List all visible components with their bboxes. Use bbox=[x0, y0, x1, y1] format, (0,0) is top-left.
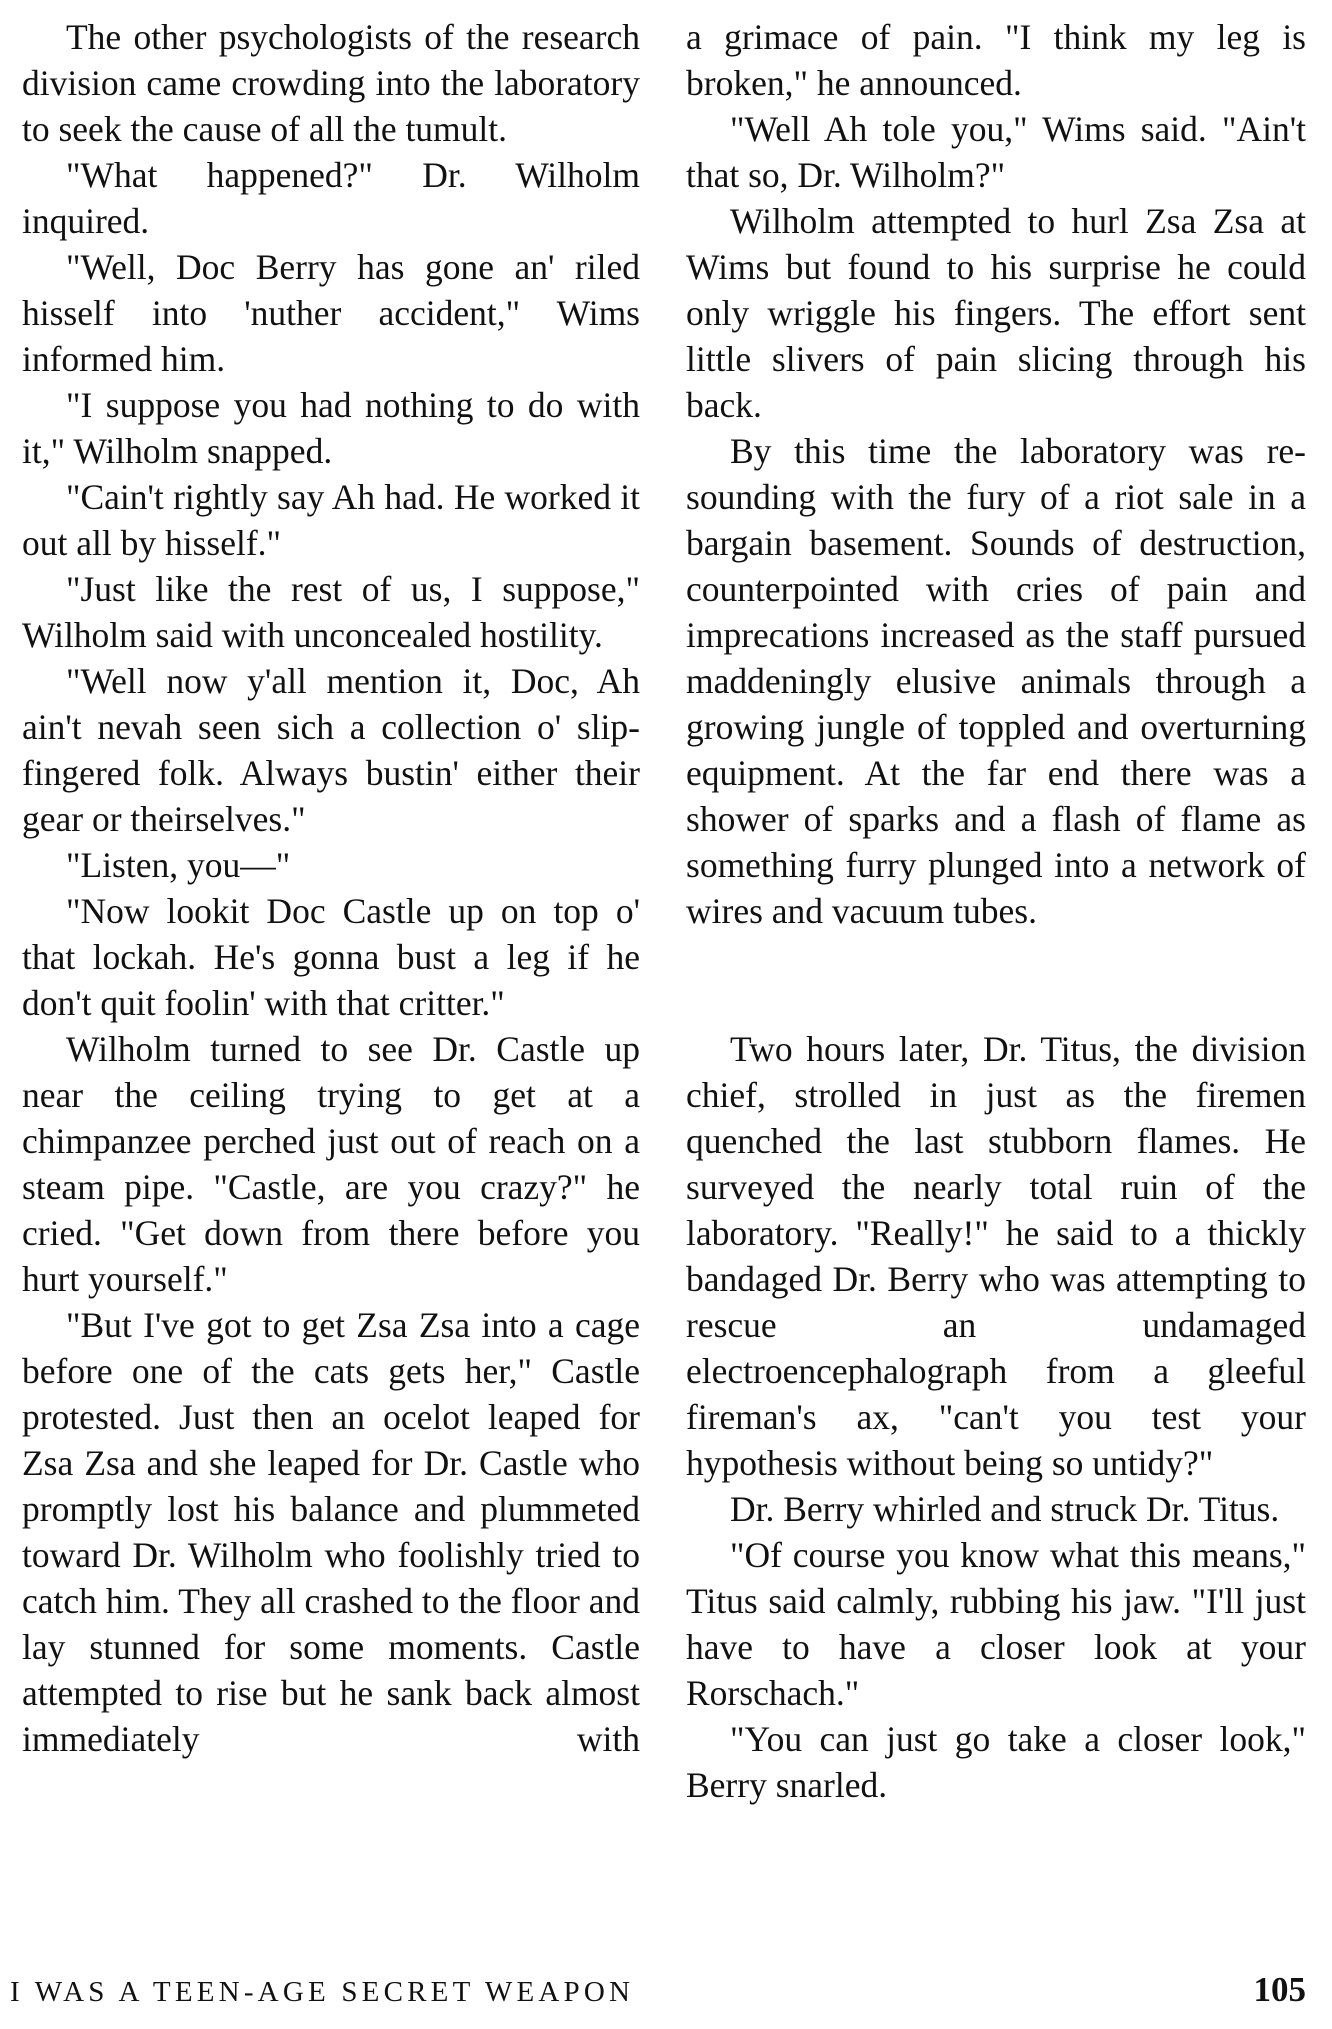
paragraph: Two hours later, Dr. Titus, the division chief, strolled in just as the firemen quenched the last stubborn flames. He surveyed the nearly total ruin of the laboratory. "Really!" he said to a thickly bandaged Dr. Berry who was attempting to rescue an undamaged electroencephalograph from a gleeful fireman's ax, "can't you test your hypothesis without being so untidy?" bbox=[686, 1029, 1306, 1483]
paragraph: "But I've got to get Zsa Zsa into a cage before one of the cats gets her," Castle protested. Just then an ocelot leaped for Zsa Zsa and she leaped for Dr. Castle who promptly lost his balance and plummeted toward Dr. Wilholm who foolishly tried to catch him. They all crashed to the floor and lay stunned for some moments. Castle attempted to rise but he sank back almost immediately with bbox=[22, 1305, 640, 1759]
paragraph: "Well Ah tole you," Wims said. "Ain't that so, Dr. Wilholm?" bbox=[686, 109, 1306, 195]
left-column bbox=[22, 14, 640, 1762]
page-footer bbox=[10, 1970, 1306, 2020]
right-column bbox=[686, 14, 1306, 1808]
paragraph: "Listen, you—" bbox=[66, 845, 291, 885]
paragraph: "You can just go take a closer look," Berry snarled. bbox=[686, 1719, 1306, 1805]
paragraph: a grimace of pain. "I think my leg is broken," he announced. bbox=[686, 17, 1306, 103]
paragraph: By this time the laboratory was resounding with the fury of a riot sale in a bargain basement. Sounds of destruction, counterpointed with cries of pain and imprecations increased as the staff pursued maddeningly elusive animals through a growing jungle of toppled and overturning equipment. At the far end there was a shower of sparks and a flash of flame as something furry plunged into a network of wires and vacuum tubes. bbox=[686, 431, 1306, 931]
paragraph: The other psychologists of the research division came crowding into the laboratory to seek the cause of all the tumult. bbox=[22, 17, 640, 149]
paragraph: "I suppose you had nothing to do with it," Wilholm snapped. bbox=[22, 385, 640, 471]
paragraph: Dr. Berry whirled and struck Dr. Titus. bbox=[730, 1489, 1280, 1529]
page-number: 105 bbox=[1253, 1970, 1306, 2009]
paragraph: "What happened?" Dr. Wilholm inquired. bbox=[22, 155, 640, 241]
section-break bbox=[686, 934, 1306, 1026]
paragraph: "Well, Doc Berry has gone an' riled hisself into 'nuther accident," Wims informed him. bbox=[22, 247, 640, 379]
paragraph: Wilholm turned to see Dr. Castle up near the ceiling trying to get at a chimpanzee perched just out of reach on a steam pipe. "Castle, are you crazy?" he cried. "Get down from there before you hurt yourself." bbox=[22, 1029, 640, 1299]
paragraph: "Well now y'all mention it, Doc, Ah ain't nevah seen sich a collection o' slip-fingered folk. Always bustin' either their gear or theirselves." bbox=[22, 661, 640, 839]
paragraph: "Now lookit Doc Castle up on top o' that lockah. He's gonna bust a leg if he don't quit foolin' with that critter." bbox=[22, 891, 640, 1023]
paragraph: "Cain't rightly say Ah had. He worked it out all by hisself." bbox=[22, 477, 640, 563]
paragraph: "Just like the rest of us, I suppose," Wilholm said with unconcealed hostility. bbox=[22, 569, 640, 655]
running-title: I WAS A TEEN-AGE SECRET WEAPON bbox=[10, 1976, 635, 2008]
paragraph: Wilholm attempted to hurl Zsa Zsa at Wims but found to his surprise he could only wriggle his fingers. The effort sent little slivers of pain slicing through his back. bbox=[686, 201, 1306, 425]
paragraph: "Of course you know what this means," Titus said calmly, rubbing his jaw. "I'll just have to have a closer look at your Rorschach." bbox=[686, 1535, 1306, 1713]
